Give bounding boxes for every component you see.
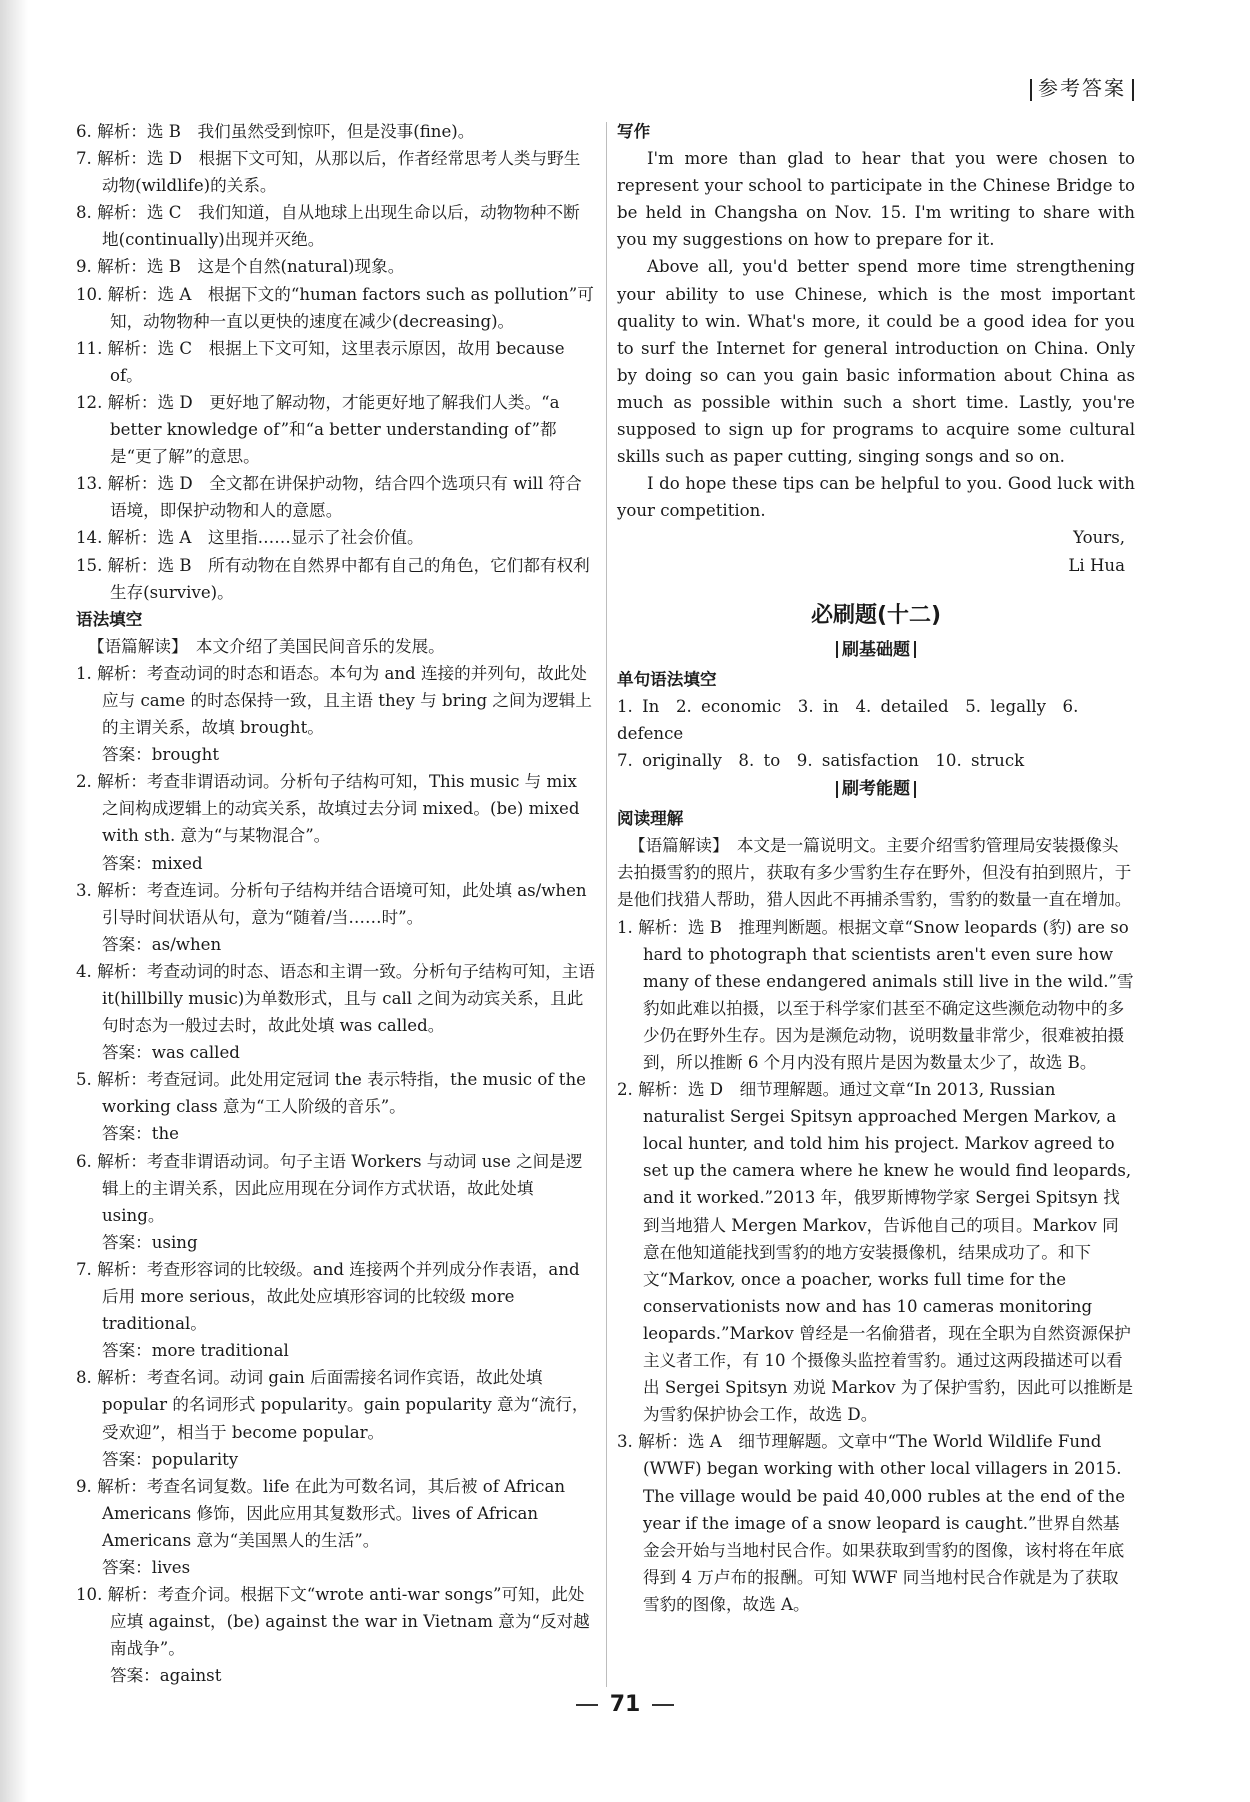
vocab-item-6: 6. 解析：选 B 我们虽然受到惊吓，但是没事(fine)。 — [76, 122, 475, 141]
page-edge-shadow — [0, 0, 28, 1802]
grammar-item-7: 7. 解析：考查形容词的比较级。and 连接两个并列成分作表语，and 后用 more serious，故此处应填形容词的比较级 more traditional。 — [76, 1259, 580, 1334]
reading-item-1: 1. 解析：选 B 推理判断题。根据文章“Snow leopards (豹) are so hard to photograph that scientists aren't even sure how many of these endangered animals still live in the wild.”雪豹如此难以拍摄，以至于科学家们甚至不确定这些濒危动物中的多少仍在野外生存。因为是濒危动物，说明数量非常少，很难被拍摄到，所以推断 6 个月内没有照片是因为数量太少了，故选 B。 — [617, 917, 1134, 1072]
exam-practice-text: 刷考能题 — [842, 779, 910, 800]
grammar-intro: 【语篇解读】 本文介绍了美国民间音乐的发展。 — [88, 636, 445, 656]
letter-signature: Li Hua — [1068, 555, 1125, 575]
writing-section-title: 写作 — [617, 122, 651, 141]
vocab-item-7: 7. 解析：选 D 根据下文可知，从那以后，作者经常思考人类与野生动物(wildlife)的关系。 — [76, 149, 581, 196]
single-fill-title: 单句语法填空 — [617, 669, 717, 689]
grammar-answer-8: 答案：popularity — [102, 1449, 239, 1469]
grammar-answer-9: 答案：lives — [102, 1557, 191, 1577]
letter-paragraph-3: I do hope these tips can be helpful to you. Good luck with your competition. — [617, 474, 1135, 521]
label-bar-left — [836, 641, 838, 658]
page-number-text: 71 — [609, 1692, 641, 1717]
grammar-answer-10: 答案：against — [110, 1666, 222, 1686]
vocab-item-8: 8. 解析：选 C 我们知道，自从地球上出现生命以后，动物物种不断地(continually)出现并灭绝。 — [76, 203, 580, 250]
vocab-item-11: 11. 解析：选 C 根据上下文可知，这里表示原因，故用 because of。 — [76, 338, 565, 385]
grammar-answer-4: 答案：was called — [102, 1043, 240, 1063]
grammar-item-10: 10. 解析：考查介词。根据下文“wrote anti-war songs”可知，此处应填 against，(be) against the war in Vietnam 意为“反对越南战争”。 — [76, 1585, 590, 1659]
header-label: 参考答案 — [1038, 76, 1126, 100]
label-bar-right — [914, 641, 916, 658]
label-bar-left — [836, 781, 838, 798]
page-number-dash-left — [576, 1704, 598, 1706]
reading-item-2: 2. 解析：选 D 细节理解题。通过文章“In 2013, Russian naturalist Sergei Spitsyn approached Mergen Markov, a local hunter, and told him his project. Markov agreed to set up the camera where he knew he would find leopards, and it worked.”2013 年，俄罗斯博物学家 Sergei Spitsyn 找到当地猎人 Mergen Markov，告诉他自己的项目。Markov 同意在他知道能找到雪豹的地方安装摄像机，结果成功了。和下文“Markov, once a poacher, works full time for the conservationists now and has 10 cameras monitoring leopards.”Markov 曾经是一名偷猎者，现在全职为自然资源保护主义者工作，有 10 个摄像头监控着雪豹。通过这两段描述可以看出 Sergei Spitsyn 劝说 Markov 为了保护雪豹，因此可以推断是为雪豹保护协会工作，故选 D。 — [617, 1080, 1134, 1425]
section-title: 必刷题(十二) — [810, 602, 942, 628]
grammar-item-5: 5. 解析：考查冠词。此处用定冠词 the 表示特指，the music of the working class 意为“工人阶级的音乐”。 — [76, 1070, 586, 1117]
grammar-answer-3: 答案：as/when — [102, 934, 222, 954]
grammar-item-8: 8. 解析：考查名词。动词 gain 后面需接名词作宾语，故此处填 popular 的名词形式 popularity。gain popularity 意为“流行，受欢迎”，相当于 become popular。 — [76, 1368, 589, 1442]
grammar-item-6: 6. 解析：考查非谓语动词。句子主语 Workers 与动词 use 之间是逻辑上的主谓关系，因此应用现在分词作方式状语，故此处填 using。 — [76, 1151, 583, 1225]
page-number-dash-right — [652, 1704, 674, 1706]
grammar-item-2: 2. 解析：考查非谓语动词。分析句子结构可知，This music 与 mix 之间构成逻辑上的动宾关系，故填过去分词 mixed。(be) mixed with sth. 意为“与某物混合”。 — [76, 772, 580, 846]
left-column — [76, 118, 596, 1689]
reading-section-title: 阅读理解 — [617, 809, 684, 829]
right-column — [617, 118, 1135, 1618]
basic-practice-text: 刷基础题 — [842, 639, 910, 660]
grammar-item-3: 3. 解析：考查连词。分析句子结构并结合语境可知，此处填 as/when 引导时间状语从句，意为“随着/当……时”。 — [76, 880, 587, 927]
vocab-item-13: 13. 解析：选 D 全文都在讲保护动物，结合四个选项只有 will 符合语境，即保护动物和人的意愿。 — [76, 474, 582, 521]
grammar-item-9: 9. 解析：考查名词复数。life 在此为可数名词，其后被 of African Americans 修饰，因此应用其复数形式。lives of African Americans 意为“美国黑人的生活”。 — [76, 1476, 566, 1550]
page-number — [0, 1692, 1250, 1717]
letter-paragraph-1: I'm more than glad to hear that you were chosen to represent your school to participate in the Chinese Bridge to be held in Changsha on Nov. 15. I'm writing to share with you my suggestions on how to prepare for it. — [617, 149, 1135, 250]
grammar-item-4: 4. 解析：考查动词的时态、语态和主谓一致。分析句子结构可知，主语 it(hillbilly music)为单数形式，且与 call 之间为动宾关系，且此句时态为一般过去时，故此处填 was called。 — [76, 961, 595, 1036]
vocab-item-12: 12. 解析：选 D 更好地了解动物，才能更好地了解我们人类。“a better knowledge of”和“a better understanding of”都是“更了解”的意思。 — [76, 392, 560, 467]
page-header — [1024, 72, 1140, 101]
letter-paragraph-2: Above all, you'd better spend more time strengthening your ability to use Chinese, which is the most important quality to win. What's more, it could be a good idea for you to surf the Internet for general introduction on China. Only by doing so can you gain basic information about China as much as possible within such a short time. Lastly, you're supposed to sign up for programs to acquire some cultural skills such as paper cutting, singing songs and so on. — [617, 257, 1135, 467]
grammar-answer-5: 答案：the — [102, 1124, 179, 1144]
grammar-answer-6: 答案：using — [102, 1232, 198, 1252]
label-bar-right — [914, 781, 916, 798]
fill-answers-line-1: 1. In 2. economic 3. in 4. detailed 5. legally 6. defence — [617, 696, 1079, 743]
grammar-answer-1: 答案：brought — [102, 745, 219, 765]
header-bar-left — [1030, 79, 1032, 101]
column-divider — [606, 122, 607, 1687]
vocab-item-15: 15. 解析：选 B 所有动物在自然界中都有自己的角色，它们都有权利生存(survive)。 — [76, 555, 590, 602]
exam-practice-label — [617, 776, 1135, 803]
grammar-item-1: 1. 解析：考查动词的时态和语态。本句为 and 连接的并列句，故此处应与 came 的时态保持一致，且主语 they 与 bring 之间为逻辑上的主谓关系，故填 brought。 — [76, 663, 592, 738]
grammar-answer-7: 答案：more traditional — [102, 1341, 289, 1361]
vocab-item-14: 14. 解析：选 A 这里指……显示了社会价值。 — [76, 528, 424, 548]
reading-intro: 【语篇解读】 本文是一篇说明文。主要介绍雪豹管理局安装摄像头去拍摄雪豹的照片，获取有多少雪豹生存在野外，但没有拍到照片，于是他们找猎人帮助，猎人因此不再捕杀雪豹，雪豹的数量一直在增加。 — [617, 836, 1132, 910]
fill-answers-line-2: 7. originally 8. to 9. satisfaction 10. struck — [617, 750, 1025, 770]
basic-practice-label — [617, 637, 1135, 664]
vocab-item-9: 9. 解析：选 B 这是个自然(natural)现象。 — [76, 257, 405, 277]
reading-item-3: 3. 解析：选 A 细节理解题。文章中“The World Wildlife Fund (WWF) began working with other local villagers in 2015. The village would be paid 40,000 rubles at the end of the year if the image of a snow leopard is caught.”世界自然基金会开始与当地村民合作。如果获取到雪豹的图像，该村将在年底得到 4 万卢布的报酬。可知 WWF 同当地村民合作就是为了获取雪豹的图像，故选 A。 — [617, 1432, 1126, 1614]
grammar-answer-2: 答案：mixed — [102, 853, 203, 873]
letter-closing: Yours, — [1073, 528, 1125, 548]
grammar-section-title: 语法填空 — [76, 609, 143, 629]
vocab-item-10: 10. 解析：选 A 根据下文的“human factors such as pollution”可知，动物物种一直以更快的速度在减少(decreasing)。 — [76, 284, 594, 331]
header-bar-right — [1132, 79, 1134, 101]
